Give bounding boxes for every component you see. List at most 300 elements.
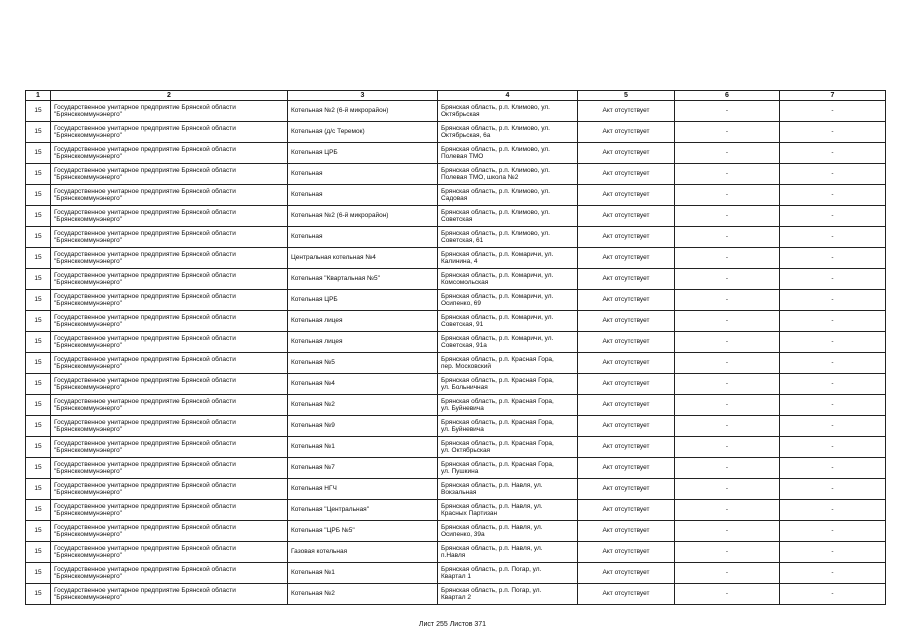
cell-line: Брянская область, р.п. Красная Гора, bbox=[441, 355, 554, 363]
cell-col6: - bbox=[675, 500, 780, 521]
cell-line: Квартал 1 bbox=[441, 573, 471, 580]
cell-line: Брянская область, р.п. Климово, ул. bbox=[441, 166, 550, 174]
cell-object: Котельная (д/с Теремок) bbox=[288, 122, 438, 143]
table-row bbox=[26, 479, 886, 500]
table-row bbox=[26, 332, 886, 353]
cell-number: 15 bbox=[26, 479, 51, 500]
cell-number: 15 bbox=[26, 374, 51, 395]
cell-act: Акт отсутствует bbox=[578, 584, 675, 605]
cell-line: Октябрьская, 6а bbox=[441, 132, 491, 139]
cell-address bbox=[438, 101, 578, 122]
cell-address bbox=[438, 227, 578, 248]
cell-organization bbox=[51, 521, 288, 542]
cell-col6: - bbox=[675, 164, 780, 185]
cell-col6: - bbox=[675, 227, 780, 248]
cell-object: Котельная bbox=[288, 185, 438, 206]
cell-line: Полевая ТМО, школа №2 bbox=[441, 174, 519, 181]
cell-line: "Брянсккоммунэнерго" bbox=[54, 531, 122, 538]
cell-line: Государственное унитарное предприятие Брянской области bbox=[54, 502, 236, 510]
cell-line: Квартал 2 bbox=[441, 594, 471, 601]
table-row bbox=[26, 353, 886, 374]
cell-line: Брянская область, р.п. Комаричи, ул. bbox=[441, 271, 554, 279]
table-row bbox=[26, 122, 886, 143]
cell-act: Акт отсутствует bbox=[578, 101, 675, 122]
cell-organization bbox=[51, 290, 288, 311]
cell-line: Осипенко, 69 bbox=[441, 300, 482, 307]
cell-line: Брянская область, р.п. Комаричи, ул. bbox=[441, 292, 554, 300]
cell-line: Государственное унитарное предприятие Брянской области bbox=[54, 229, 236, 237]
cell-act: Акт отсутствует bbox=[578, 122, 675, 143]
column-header-5: 5 bbox=[578, 91, 675, 101]
cell-col6: - bbox=[675, 584, 780, 605]
cell-organization bbox=[51, 143, 288, 164]
cell-line: Брянская область, р.п. Красная Гора, bbox=[441, 376, 554, 384]
cell-act: Акт отсутствует bbox=[578, 269, 675, 290]
cell-line: Брянская область, р.п. Красная Гора, bbox=[441, 439, 554, 447]
cell-line: Государственное унитарное предприятие Брянской области bbox=[54, 187, 236, 195]
cell-organization bbox=[51, 248, 288, 269]
cell-line: Брянская область, р.п. Погар, ул. bbox=[441, 565, 542, 573]
cell-line: ул. Буйневича bbox=[441, 405, 484, 412]
cell-address bbox=[438, 185, 578, 206]
cell-col7: - bbox=[780, 395, 886, 416]
table-body bbox=[26, 101, 886, 605]
cell-col6: - bbox=[675, 311, 780, 332]
cell-line: ул. Пушкина bbox=[441, 468, 479, 475]
cell-col7: - bbox=[780, 206, 886, 227]
cell-object: Котельная №4 bbox=[288, 374, 438, 395]
cell-line: Брянская область, р.п. Погар, ул. bbox=[441, 586, 542, 594]
cell-act: Акт отсутствует bbox=[578, 521, 675, 542]
cell-address bbox=[438, 332, 578, 353]
registry-table bbox=[25, 90, 886, 605]
cell-col6: - bbox=[675, 563, 780, 584]
cell-line: Калинина, 4 bbox=[441, 258, 478, 265]
table-row bbox=[26, 101, 886, 122]
cell-number: 15 bbox=[26, 353, 51, 374]
cell-number: 15 bbox=[26, 122, 51, 143]
column-header-6: 6 bbox=[675, 91, 780, 101]
cell-line: пер. Московский bbox=[441, 363, 491, 370]
cell-line: "Брянсккоммунэнерго" bbox=[54, 573, 122, 580]
cell-line: Государственное унитарное предприятие Брянской области bbox=[54, 439, 236, 447]
cell-number: 15 bbox=[26, 185, 51, 206]
cell-number: 15 bbox=[26, 542, 51, 563]
cell-col7: - bbox=[780, 353, 886, 374]
table-row bbox=[26, 185, 886, 206]
cell-object: Котельная лицея bbox=[288, 311, 438, 332]
cell-line: Советская, 61 bbox=[441, 237, 484, 244]
cell-col6: - bbox=[675, 269, 780, 290]
cell-number: 15 bbox=[26, 521, 51, 542]
cell-line: Брянская область, р.п. Климово, ул. bbox=[441, 229, 550, 237]
cell-line: Брянская область, р.п. Навля, ул. bbox=[441, 481, 543, 489]
cell-organization bbox=[51, 500, 288, 521]
cell-col6: - bbox=[675, 542, 780, 563]
cell-col7: - bbox=[780, 248, 886, 269]
cell-address bbox=[438, 542, 578, 563]
cell-line: "Брянсккоммунэнерго" bbox=[54, 384, 122, 391]
cell-number: 15 bbox=[26, 290, 51, 311]
cell-organization bbox=[51, 332, 288, 353]
cell-object: Котельная ЦРБ bbox=[288, 290, 438, 311]
cell-act: Акт отсутствует bbox=[578, 227, 675, 248]
cell-line: Брянская область, р.п. Комаричи, ул. bbox=[441, 250, 554, 258]
cell-organization bbox=[51, 395, 288, 416]
table-row bbox=[26, 269, 886, 290]
cell-number: 15 bbox=[26, 164, 51, 185]
cell-act: Акт отсутствует bbox=[578, 332, 675, 353]
cell-object: Котельная ЦРБ bbox=[288, 143, 438, 164]
cell-act: Акт отсутствует bbox=[578, 395, 675, 416]
cell-organization bbox=[51, 101, 288, 122]
cell-object: Котельная лицея bbox=[288, 332, 438, 353]
cell-line: "Брянсккоммунэнерго" bbox=[54, 258, 122, 265]
cell-line: ул. Буйневича bbox=[441, 426, 484, 433]
cell-number: 15 bbox=[26, 248, 51, 269]
cell-col6: - bbox=[675, 332, 780, 353]
cell-line: Государственное унитарное предприятие Брянской области bbox=[54, 418, 236, 426]
cell-col6: - bbox=[675, 143, 780, 164]
cell-object: Котельная №2 bbox=[288, 584, 438, 605]
cell-number: 15 bbox=[26, 500, 51, 521]
cell-line: "Брянсккоммунэнерго" bbox=[54, 447, 122, 454]
cell-col7: - bbox=[780, 437, 886, 458]
cell-number: 15 bbox=[26, 416, 51, 437]
cell-act: Акт отсутствует bbox=[578, 290, 675, 311]
cell-line: Брянская область, р.п. Красная Гора, bbox=[441, 397, 554, 405]
cell-act: Акт отсутствует bbox=[578, 479, 675, 500]
cell-col6: - bbox=[675, 374, 780, 395]
cell-address bbox=[438, 395, 578, 416]
cell-act: Акт отсутствует bbox=[578, 185, 675, 206]
cell-address bbox=[438, 437, 578, 458]
cell-line: Государственное унитарное предприятие Брянской области bbox=[54, 103, 236, 111]
cell-col6: - bbox=[675, 101, 780, 122]
cell-col7: - bbox=[780, 290, 886, 311]
cell-number: 15 bbox=[26, 206, 51, 227]
cell-line: Брянская область, р.п. Красная Гора, bbox=[441, 418, 554, 426]
cell-act: Акт отсутствует bbox=[578, 416, 675, 437]
cell-line: Осипенко, 39а bbox=[441, 531, 485, 538]
cell-line: Брянская область, р.п. Навля, ул. bbox=[441, 502, 543, 510]
cell-line: Брянская область, р.п. Климово, ул. bbox=[441, 208, 550, 216]
cell-line: Брянская область, р.п. Комаричи, ул. bbox=[441, 313, 554, 321]
cell-line: "Брянсккоммунэнерго" bbox=[54, 279, 122, 286]
cell-line: "Брянсккоммунэнерго" bbox=[54, 363, 122, 370]
table-row bbox=[26, 584, 886, 605]
cell-line: "Брянсккоммунэнерго" bbox=[54, 510, 122, 517]
cell-col6: - bbox=[675, 521, 780, 542]
cell-address bbox=[438, 122, 578, 143]
table-row bbox=[26, 458, 886, 479]
cell-col7: - bbox=[780, 227, 886, 248]
table-row bbox=[26, 500, 886, 521]
cell-col7: - bbox=[780, 479, 886, 500]
cell-col7: - bbox=[780, 332, 886, 353]
cell-number: 15 bbox=[26, 269, 51, 290]
cell-organization bbox=[51, 227, 288, 248]
cell-line: Государственное унитарное предприятие Брянской области bbox=[54, 481, 236, 489]
cell-line: Государственное унитарное предприятие Брянской области bbox=[54, 250, 236, 258]
cell-act: Акт отсутствует bbox=[578, 563, 675, 584]
cell-address bbox=[438, 500, 578, 521]
cell-col6: - bbox=[675, 395, 780, 416]
table-row bbox=[26, 164, 886, 185]
cell-col7: - bbox=[780, 584, 886, 605]
cell-organization bbox=[51, 185, 288, 206]
cell-number: 15 bbox=[26, 395, 51, 416]
cell-line: "Брянсккоммунэнерго" bbox=[54, 195, 122, 202]
cell-line: "Брянсккоммунэнерго" bbox=[54, 426, 122, 433]
cell-col7: - bbox=[780, 416, 886, 437]
cell-object: Котельная "Центральная" bbox=[288, 500, 438, 521]
table-row bbox=[26, 290, 886, 311]
cell-organization bbox=[51, 437, 288, 458]
table-row bbox=[26, 374, 886, 395]
cell-address bbox=[438, 458, 578, 479]
cell-line: Красных Партизан bbox=[441, 510, 498, 517]
table-row bbox=[26, 437, 886, 458]
column-header-4: 4 bbox=[438, 91, 578, 101]
column-header-1: 1 bbox=[26, 91, 51, 101]
cell-line: Государственное унитарное предприятие Брянской области bbox=[54, 145, 236, 153]
cell-line: Государственное унитарное предприятие Брянской области bbox=[54, 565, 236, 573]
table-row bbox=[26, 542, 886, 563]
cell-number: 15 bbox=[26, 437, 51, 458]
cell-line: Государственное унитарное предприятие Брянской области bbox=[54, 334, 236, 342]
table-header bbox=[26, 91, 886, 101]
cell-number: 15 bbox=[26, 143, 51, 164]
cell-organization bbox=[51, 269, 288, 290]
cell-address bbox=[438, 248, 578, 269]
cell-act: Акт отсутствует bbox=[578, 437, 675, 458]
cell-col6: - bbox=[675, 353, 780, 374]
cell-line: "Брянсккоммунэнерго" bbox=[54, 405, 122, 412]
cell-address bbox=[438, 269, 578, 290]
cell-line: Государственное унитарное предприятие Брянской области bbox=[54, 208, 236, 216]
cell-line: Садовая bbox=[441, 195, 468, 202]
cell-line: п.Навля bbox=[441, 552, 466, 559]
cell-line: Государственное унитарное предприятие Брянской области bbox=[54, 586, 236, 594]
cell-col6: - bbox=[675, 416, 780, 437]
cell-act: Акт отсутствует bbox=[578, 500, 675, 521]
cell-organization bbox=[51, 311, 288, 332]
cell-address bbox=[438, 206, 578, 227]
table-row bbox=[26, 521, 886, 542]
cell-line: ул. Октябрьская bbox=[441, 447, 491, 454]
cell-number: 15 bbox=[26, 584, 51, 605]
cell-col7: - bbox=[780, 311, 886, 332]
table-row bbox=[26, 248, 886, 269]
cell-col7: - bbox=[780, 164, 886, 185]
cell-line: Комсомольская bbox=[441, 279, 489, 286]
cell-address bbox=[438, 479, 578, 500]
cell-address bbox=[438, 143, 578, 164]
cell-line: Брянская область, р.п. Красная Гора, bbox=[441, 460, 554, 468]
cell-act: Акт отсутствует bbox=[578, 164, 675, 185]
table-row bbox=[26, 311, 886, 332]
column-header-7: 7 bbox=[780, 91, 886, 101]
cell-number: 15 bbox=[26, 311, 51, 332]
cell-line: "Брянсккоммунэнерго" bbox=[54, 174, 122, 181]
column-header-2: 2 bbox=[51, 91, 288, 101]
cell-line: Советская, 91 bbox=[441, 321, 484, 328]
cell-line: Брянская область, р.п. Комаричи, ул. bbox=[441, 334, 554, 342]
cell-col7: - bbox=[780, 521, 886, 542]
cell-line: "Брянсккоммунэнерго" bbox=[54, 342, 122, 349]
cell-number: 15 bbox=[26, 332, 51, 353]
page-number-footer: Лист 255 Листов 371 bbox=[418, 621, 487, 628]
cell-line: Брянская область, р.п. Климово, ул. bbox=[441, 145, 550, 153]
cell-organization bbox=[51, 416, 288, 437]
cell-organization bbox=[51, 563, 288, 584]
cell-line: Вокзальная bbox=[441, 489, 477, 496]
cell-organization bbox=[51, 479, 288, 500]
cell-line: "Брянсккоммунэнерго" bbox=[54, 594, 122, 601]
cell-col6: - bbox=[675, 290, 780, 311]
cell-address bbox=[438, 563, 578, 584]
cell-line: "Брянсккоммунэнерго" bbox=[54, 552, 122, 559]
cell-col7: - bbox=[780, 458, 886, 479]
table-row bbox=[26, 227, 886, 248]
cell-line: Государственное унитарное предприятие Брянской области bbox=[54, 124, 236, 132]
cell-object: Котельная №2 bbox=[288, 395, 438, 416]
cell-line: "Брянсккоммунэнерго" bbox=[54, 216, 122, 223]
cell-col7: - bbox=[780, 122, 886, 143]
cell-object: Центральная котельная №4 bbox=[288, 248, 438, 269]
cell-number: 15 bbox=[26, 101, 51, 122]
cell-col7: - bbox=[780, 563, 886, 584]
cell-col6: - bbox=[675, 248, 780, 269]
cell-organization bbox=[51, 122, 288, 143]
cell-col7: - bbox=[780, 500, 886, 521]
cell-line: Государственное унитарное предприятие Брянской области bbox=[54, 523, 236, 531]
cell-col6: - bbox=[675, 458, 780, 479]
cell-organization bbox=[51, 353, 288, 374]
table-row bbox=[26, 206, 886, 227]
cell-col6: - bbox=[675, 185, 780, 206]
cell-line: Брянская область, р.п. Климово, ул. bbox=[441, 187, 550, 195]
cell-act: Акт отсутствует bbox=[578, 143, 675, 164]
cell-act: Акт отсутствует bbox=[578, 248, 675, 269]
cell-line: Брянская область, р.п. Климово, ул. bbox=[441, 124, 550, 132]
cell-object: Котельная №5 bbox=[288, 353, 438, 374]
cell-line: "Брянсккоммунэнерго" bbox=[54, 300, 122, 307]
cell-act: Акт отсутствует bbox=[578, 353, 675, 374]
cell-col6: - bbox=[675, 437, 780, 458]
cell-col6: - bbox=[675, 479, 780, 500]
cell-object: Котельная НГЧ bbox=[288, 479, 438, 500]
cell-line: Государственное унитарное предприятие Брянской области bbox=[54, 376, 236, 384]
cell-organization bbox=[51, 542, 288, 563]
cell-col6: - bbox=[675, 206, 780, 227]
header-row bbox=[26, 91, 886, 101]
cell-act: Акт отсутствует bbox=[578, 311, 675, 332]
column-header-3: 3 bbox=[288, 91, 438, 101]
cell-line: Октябрьская bbox=[441, 111, 480, 118]
cell-organization bbox=[51, 164, 288, 185]
table-row bbox=[26, 416, 886, 437]
cell-line: "Брянсккоммунэнерго" bbox=[54, 111, 122, 118]
cell-col7: - bbox=[780, 269, 886, 290]
cell-address bbox=[438, 311, 578, 332]
cell-organization bbox=[51, 458, 288, 479]
table-row bbox=[26, 395, 886, 416]
cell-organization bbox=[51, 206, 288, 227]
cell-line: "Брянсккоммунэнерго" bbox=[54, 132, 122, 139]
table-row bbox=[26, 563, 886, 584]
cell-line: ул. Больничная bbox=[441, 384, 488, 391]
cell-line: "Брянсккоммунэнерго" bbox=[54, 153, 122, 160]
cell-address bbox=[438, 164, 578, 185]
cell-line: Брянская область, р.п. Навля, ул. bbox=[441, 523, 543, 531]
cell-line: Государственное унитарное предприятие Брянской области bbox=[54, 313, 236, 321]
cell-address bbox=[438, 416, 578, 437]
cell-address bbox=[438, 521, 578, 542]
cell-object: Котельная №9 bbox=[288, 416, 438, 437]
cell-line: Советская, 91а bbox=[441, 342, 487, 349]
cell-organization bbox=[51, 374, 288, 395]
cell-number: 15 bbox=[26, 458, 51, 479]
cell-object: Котельная №7 bbox=[288, 458, 438, 479]
cell-object: Котельная №1 bbox=[288, 563, 438, 584]
cell-number: 15 bbox=[26, 227, 51, 248]
cell-line: "Брянсккоммунэнерго" bbox=[54, 321, 122, 328]
cell-col7: - bbox=[780, 101, 886, 122]
cell-object: Котельная "ЦРБ №5" bbox=[288, 521, 438, 542]
cell-number: 15 bbox=[26, 563, 51, 584]
cell-line: Полевая ТМО bbox=[441, 153, 484, 160]
cell-act: Акт отсутствует bbox=[578, 374, 675, 395]
cell-col6: - bbox=[675, 122, 780, 143]
cell-line: Государственное унитарное предприятие Брянской области bbox=[54, 544, 236, 552]
cell-act: Акт отсутствует bbox=[578, 542, 675, 563]
cell-address bbox=[438, 374, 578, 395]
cell-line: "Брянсккоммунэнерго" bbox=[54, 237, 122, 244]
cell-object: Котельная №2 (6-й микрорайон) bbox=[288, 101, 438, 122]
cell-line: Государственное унитарное предприятие Брянской области bbox=[54, 397, 236, 405]
cell-object: Котельная №1 bbox=[288, 437, 438, 458]
cell-col7: - bbox=[780, 542, 886, 563]
cell-line: Государственное унитарное предприятие Брянской области bbox=[54, 292, 236, 300]
cell-line: Брянская область, р.п. Навля, ул. bbox=[441, 544, 543, 552]
cell-object: Котельная "Квартальная №5" bbox=[288, 269, 438, 290]
cell-address bbox=[438, 353, 578, 374]
cell-line: "Брянсккоммунэнерго" bbox=[54, 489, 122, 496]
cell-organization bbox=[51, 584, 288, 605]
cell-col7: - bbox=[780, 143, 886, 164]
cell-line: Государственное унитарное предприятие Брянской области bbox=[54, 355, 236, 363]
cell-act: Акт отсутствует bbox=[578, 206, 675, 227]
cell-line: Государственное унитарное предприятие Брянской области bbox=[54, 460, 236, 468]
cell-line: "Брянсккоммунэнерго" bbox=[54, 468, 122, 475]
cell-object: Котельная bbox=[288, 227, 438, 248]
cell-line: Государственное унитарное предприятие Брянской области bbox=[54, 166, 236, 174]
cell-col7: - bbox=[780, 185, 886, 206]
cell-address bbox=[438, 584, 578, 605]
cell-act: Акт отсутствует bbox=[578, 458, 675, 479]
cell-object: Котельная bbox=[288, 164, 438, 185]
cell-line: Брянская область, р.п. Климово, ул. bbox=[441, 103, 550, 111]
cell-address bbox=[438, 290, 578, 311]
cell-col7: - bbox=[780, 374, 886, 395]
table-row bbox=[26, 143, 886, 164]
cell-object: Газовая котельная bbox=[288, 542, 438, 563]
cell-line: Государственное унитарное предприятие Брянской области bbox=[54, 271, 236, 279]
cell-object: Котельная №2 (6-й микрорайон) bbox=[288, 206, 438, 227]
cell-line: Советская bbox=[441, 216, 473, 223]
